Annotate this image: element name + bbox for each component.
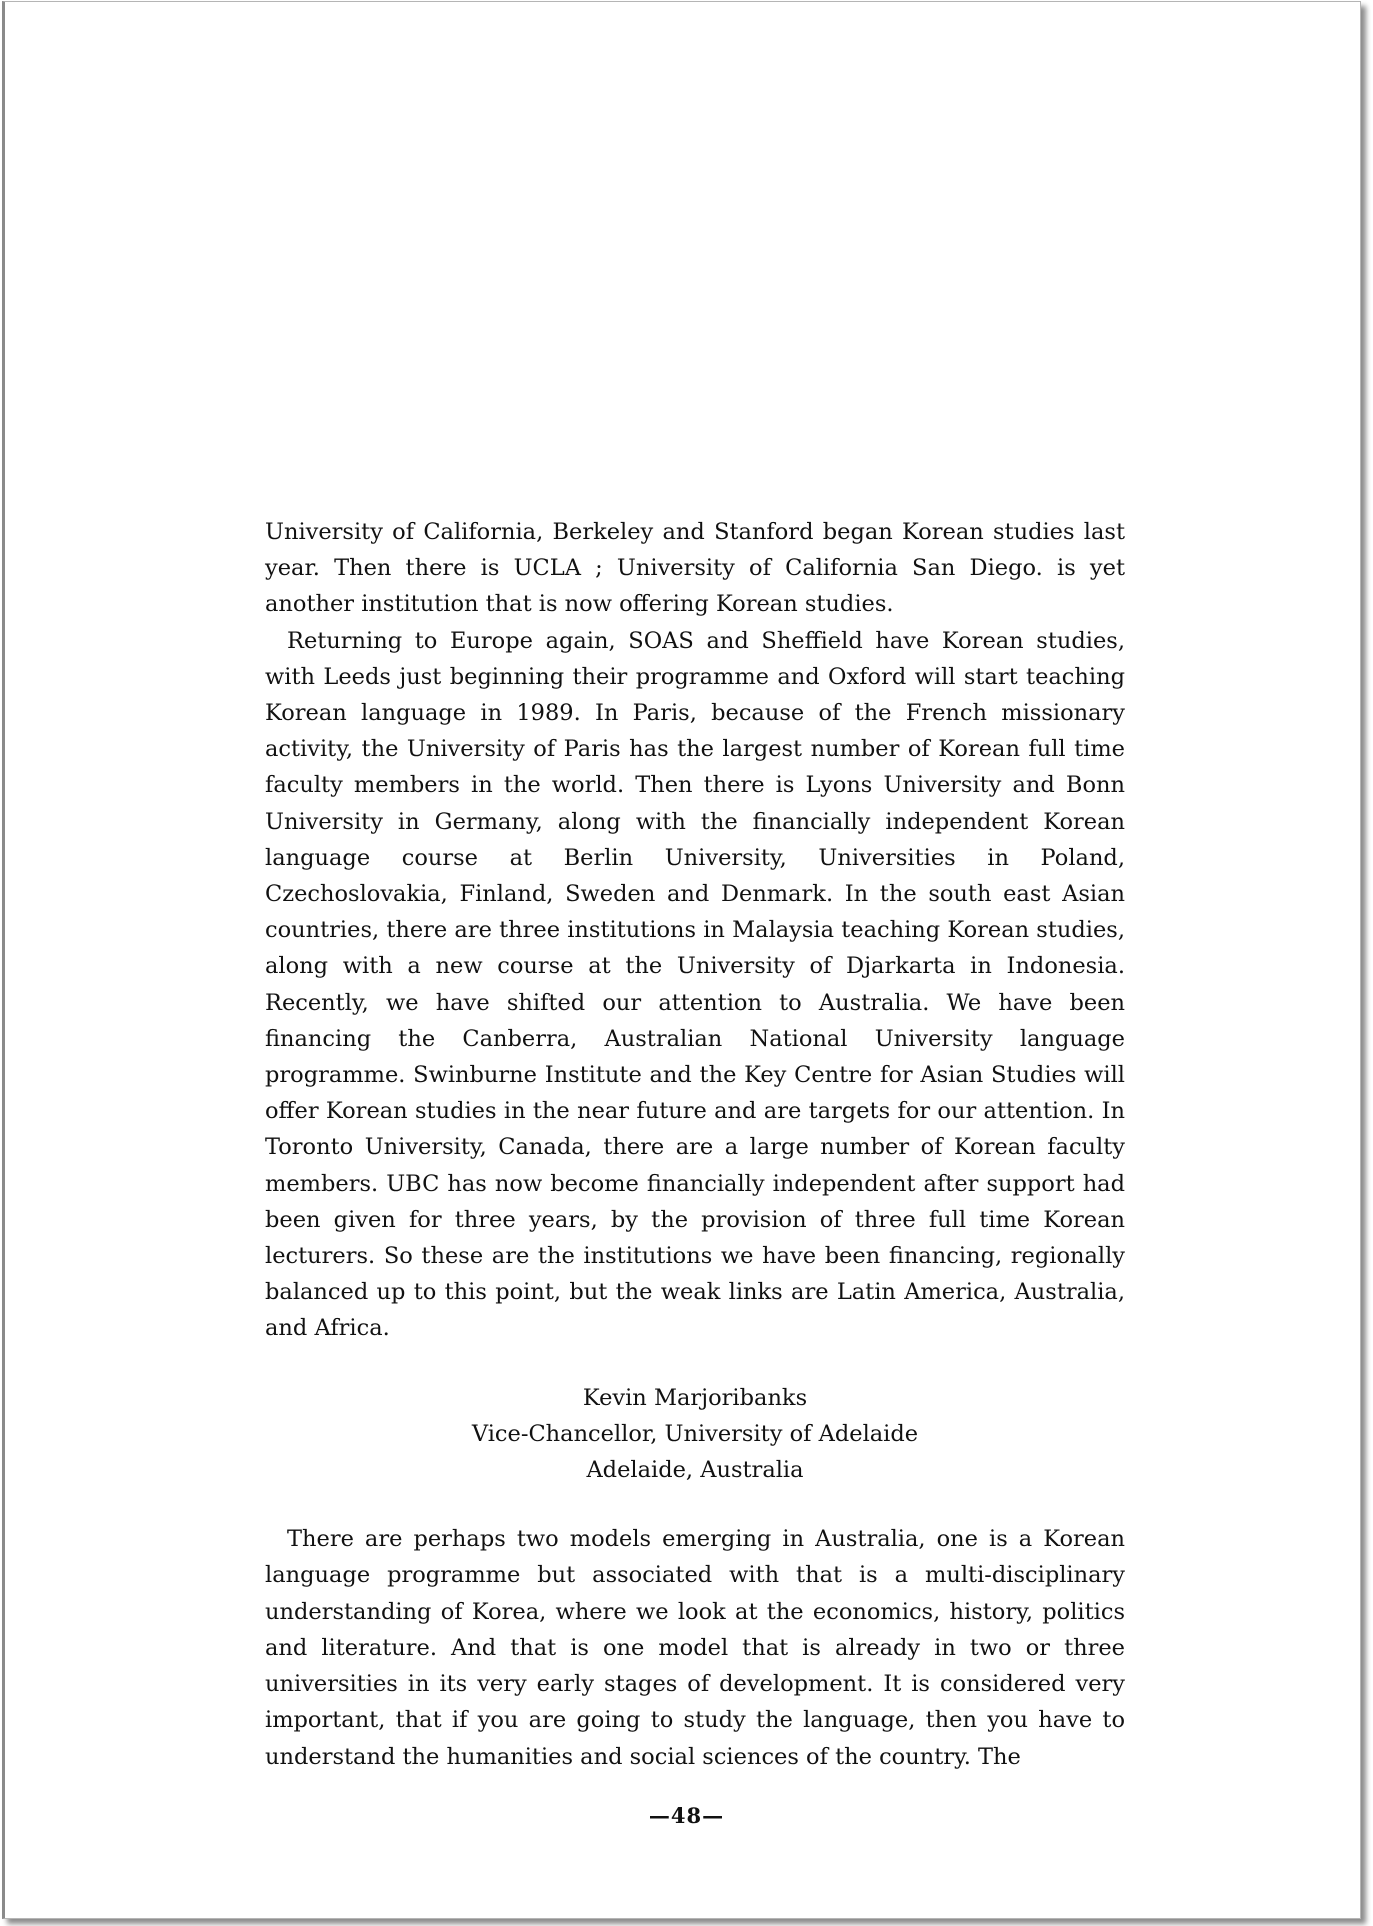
paragraph-europe: Returning to Europe again, SOAS and Sheffield have Korean studies, with Leeds just beginning their programme and Oxford will start teaching Korean language in 1989. In Paris, because of the French missionary activity, the University of Paris has the largest number of Korean full time faculty members in the world. Then there is Lyons University and Bonn University in Germany, along with the financially independent Korean language course at Berlin University, Universities in Poland, Czechoslovakia, Finland, Sweden and Denmark. In the south east Asian countries, there are three institutions in Malaysia teaching Korean studies, along with a new course at the University of Djarkarta in Indonesia. Recently, we have shifted our attention to Australia. We have been financing the Canberra, Australian National University language programme. Swinburne Institute and the Key Centre for Asian Studies will offer Korean studies in the near future and are targets for our attention. In Toronto University, Canada, there are a large number of Korean faculty members. UBC has now become financially independent after support had been given for three years, by the provision of three full time Korean lecturers. So these are the institutions we have been financing, regionally balanced up to this point, but the weak links are Latin America, Australia, and Africa. (265, 627, 1125, 1342)
paragraph-australia: There are perhaps two models emerging in Australia, one is a Korean language programme but associated with that is a multi-disciplinary understanding of Korea, where we look at the economics, history, politics and literature. And that is one model that is already in two or three universities in its very early stages of development. It is considered very important, that if you are going to study the language, then you have to understand the humanities and social sciences of the country. The (265, 1526, 1125, 1770)
speaker-title: Vice-Chancellor, University of Adelaide (471, 1420, 919, 1447)
speaker-location: Adelaide, Australia (586, 1457, 804, 1484)
speaker-block (265, 1380, 1125, 1489)
page-number: —48— (648, 1803, 725, 1828)
paragraph-continuation: University of California, Berkeley and Stanford began Korean studies last year. Then there is UCLA ; University of California San Diego. is yet another institution that is now offering Korean studies. (265, 519, 1125, 618)
speaker-name: Kevin Marjoribanks (582, 1384, 808, 1411)
document-body (265, 514, 1125, 1775)
